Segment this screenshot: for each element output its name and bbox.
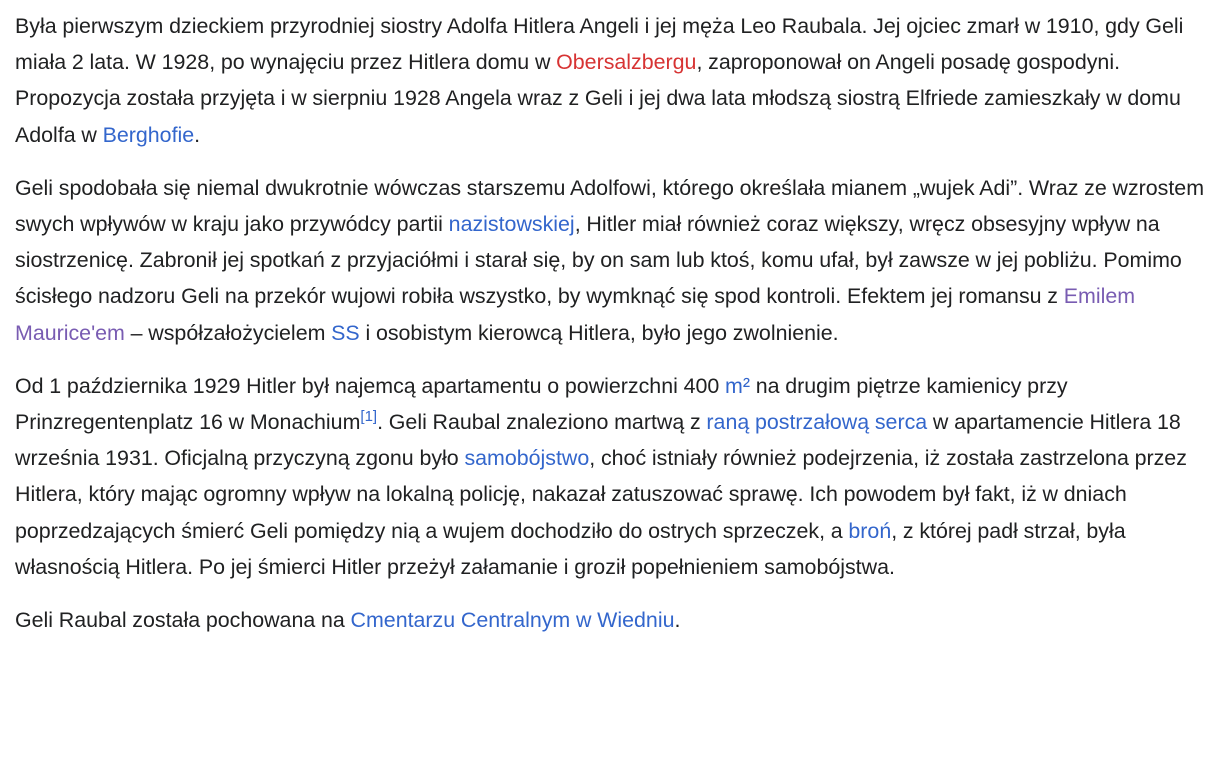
paragraph-text: , Hitler miał również coraz większy, wręcz obsesyjny wpływ na siostrzenicę. Zabronił jej spotkań z przyjaciółmi i starał się, by on sam lub ktoś, komu ufał, był zawsze w jej pobliżu. Pomimo ścisłego nadzoru Geli na przekór wujowi robiła wszystko, by wymknąć się spod kontroli. Efektem jej romansu z <box>15 212 1182 309</box>
paragraph-1 <box>15 8 1210 153</box>
link-obersalzberg[interactable]: Obersalzbergu <box>556 50 697 75</box>
link-cmentarz-centralny[interactable]: Cmentarzu Centralnym w Wiedniu <box>350 608 675 633</box>
paragraph-4 <box>15 602 1210 638</box>
paragraph-text: . <box>674 608 681 633</box>
paragraph-text: Geli spodobała się niemal dwukrotnie wówczas starszemu Adolfowi, którego określała mianem „wujek Adi”. Wraz ze wzrostem swych wpływów w kraju jako przywódcy partii <box>15 175 1205 237</box>
link-ss[interactable]: SS <box>331 320 360 345</box>
paragraph-text: Była pierwszym dzieckiem przyrodniej siostry Adolfa Hitlera Angeli i jej męża Leo Raubala. Jej ojciec zmarł w 1910, gdy Geli miała 2 lata. W 1928, po wynajęciu przez Hitlera domu w <box>15 14 1184 75</box>
paragraph-text: w apartamencie Hitlera 18 września 1931. Oficjalną przyczyną zgonu było <box>15 410 1181 471</box>
link-emil-maurice[interactable]: Emilem Maurice'em <box>15 284 1136 345</box>
paragraph-text: Od 1 października 1929 Hitler był najemcą apartamentu o powierzchni 400 <box>15 373 726 398</box>
paragraph-text: Geli Raubal została pochowana na <box>15 608 351 633</box>
link-m2[interactable]: m² <box>725 373 750 398</box>
link-samobojstwo[interactable]: samobójstwo <box>464 446 590 471</box>
paragraph-3 <box>15 368 1210 585</box>
article-body <box>15 8 1210 655</box>
link-rana-postrzalowa[interactable]: raną postrzałową serca <box>706 410 928 435</box>
link-bron[interactable]: broń <box>848 518 892 543</box>
paragraph-text: , z której padł strzał, była własnością Hitlera. Po jej śmierci Hitler przeżył załamanie i groził popełnieniem samobójstwa. <box>15 518 1126 579</box>
paragraph-text: . Geli Raubal znaleziono martwą z <box>377 410 707 435</box>
paragraph-text: – współzałożycielem <box>124 320 332 345</box>
paragraph-text: , zaproponował on Angeli posadę gospodyni. Propozycja została przyjęta i w sierpniu 1928 Angela wraz z Geli i jej dwa lata młodszą siostrą Elfriede zamieszkały w domu Adolfa w <box>15 50 1181 147</box>
paragraph-2 <box>15 170 1210 351</box>
link-nazistowskiej[interactable]: nazistowskiej <box>448 212 575 237</box>
paragraph-text: na drugim piętrze kamienicy przy Prinzregentenplatz 16 w Monachium <box>15 373 1068 435</box>
reference-1-link[interactable]: [1] <box>360 407 378 425</box>
paragraph-text: i osobistym kierowcą Hitlera, było jego zwolnienie. <box>359 320 839 345</box>
paragraph-text: . <box>194 122 201 147</box>
paragraph-text: , choć istniały również podejrzenia, iż została zastrzelona przez Hitlera, który mając ogromny wpływ na lokalną policję, nakazał zatuszować sprawę. Ich powodem był fakt, iż w dniach poprzedzających śmierć Geli pomiędzy nią a wujem dochodziło do ostrych sprzeczek, a <box>15 446 1187 543</box>
link-berghof[interactable]: Berghofie <box>102 122 195 147</box>
